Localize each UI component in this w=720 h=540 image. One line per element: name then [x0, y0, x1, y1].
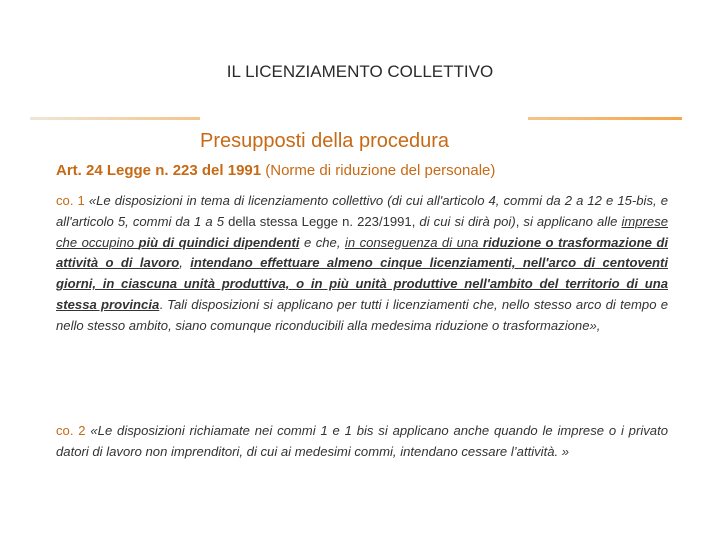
comma-1-text-5: si applicano alle	[523, 213, 622, 229]
comma-1-text-6: imprese che occupino	[56, 213, 669, 250]
comma-1-text-12: intendano effettuare almeno cinque licenziamenti, nell'arco di centoventi giorni, in ciascuna unità produttiva, o in più unità produttive nell'ambito del territorio di una stessa provincia	[56, 255, 669, 312]
comma-1-paragraph	[56, 191, 668, 337]
slide-subtitle: Presupposti della procedura	[200, 130, 450, 152]
comma-1-text-8: e che,	[299, 234, 345, 250]
comma-1-text-14: Tali disposizioni si applicano per tutti i licenziamenti che, nello stesso arco di tempo e nello stesso ambito, siano comunque riconducibili alla medesima riduzione o trasformazione»,	[56, 296, 669, 333]
comma-1-text-10: riduzione o trasformazione di attività o di lavoro	[56, 234, 668, 271]
comma-1-text-9: in conseguenza di una	[344, 234, 483, 250]
comma-1-text-13: .	[159, 296, 168, 312]
divider-left	[30, 117, 200, 120]
article-ref-desc: (Norme di riduzione del personale)	[261, 162, 496, 179]
article-ref-bold: Art. 24 Legge n. 223 del 1991	[56, 162, 262, 179]
divider-right	[528, 117, 682, 120]
comma-1-text-4: ,	[515, 213, 524, 229]
comma-2-label: co. 2	[56, 423, 91, 438]
slide-title: IL LICENZIAMENTO COLLETTIVO	[226, 62, 494, 81]
comma-2-text: «Le disposizioni richiamate nei commi 1 e 1 bis si applicano anche quando le imprese o i privato datori di lavoro non imprenditori, di cui ai medesimi commi, intendano cessare l’attività. »	[56, 423, 668, 459]
comma-1-text-7: più di quindici dipendenti	[138, 234, 300, 250]
article-reference	[56, 162, 495, 179]
comma-1-text-2: della stessa Legge n. 223/1991,	[228, 213, 420, 229]
comma-2-paragraph	[56, 421, 668, 463]
comma-1-text-1: «Le disposizioni in tema di licenziamento collettivo (di cui all'articolo 4, commi da 2 a 12 e 15-bis, e all'articolo 5, commi da 1 a 5	[56, 193, 668, 229]
comma-1-label: co. 1	[56, 193, 89, 208]
comma-1-text-11: ,	[179, 255, 191, 271]
comma-1-text-3: di cui si dirà poi)	[419, 213, 516, 229]
